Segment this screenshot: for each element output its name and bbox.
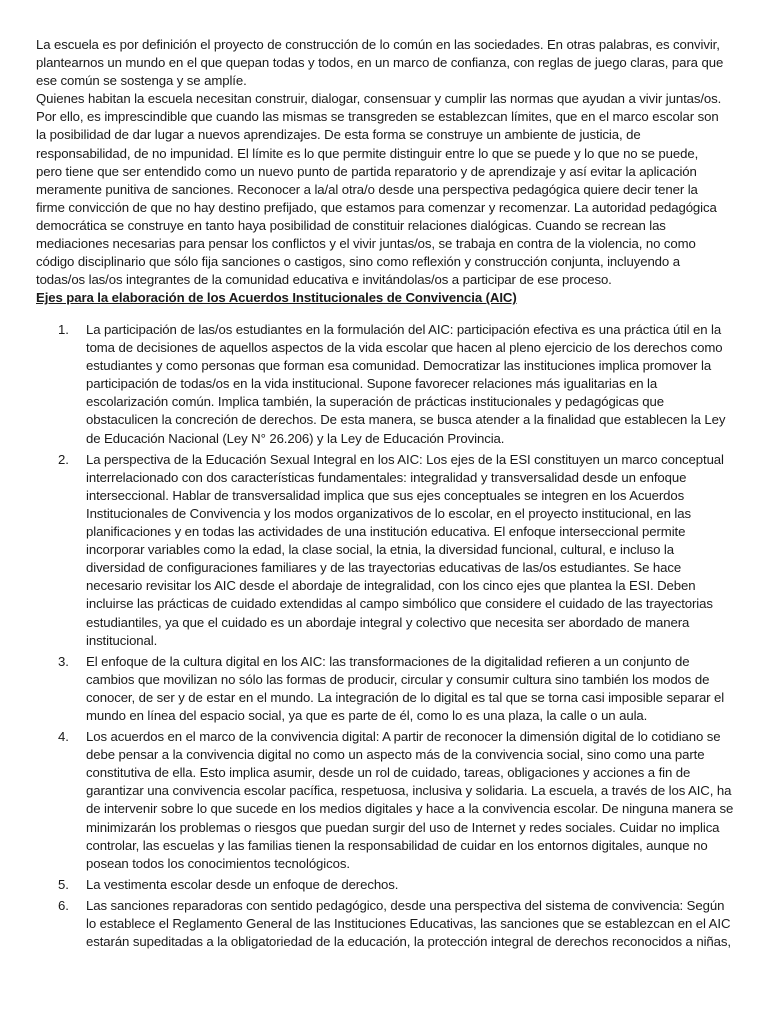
list-item-text: La vestimenta escolar desde un enfoque de derechos.: [86, 876, 399, 892]
list-item-number: 1.: [58, 322, 69, 337]
list-item-text: El enfoque de la cultura digital en los AIC: las transformaciones de la digitalidad refieren a un conjunto de cambios que movilizan no sólo las formas de producir, circular y consumir cultura sino también los modos de conocer, de ser y de estar en el mundo. La integración de lo digital es tal que se torna casi imposible separar el mundo en línea del espacio social, ya que es parte de él, como lo es una plaza, la calle o un aula.: [86, 653, 725, 723]
list-item: [36, 728, 736, 873]
list-item-number: 5.: [58, 876, 69, 892]
list-item-text: La participación de las/os estudiantes en la formulación del AIC: participación efectiva es una práctica útil en la toma de decisiones de aquellos aspectos de la vida escolar que hacen al pleno ejercicio de los derechos como estudiantes y como personas que forman esa comunidad. Democratizar las instituciones implica promover la participación de todas/os en la vida institucional. Supone favorecer relaciones más igualitarias en la escolarización común. Implica también, la superación de prácticas institucionales y pedagógicas que obstaculicen la concreción de derechos. De esta manera, se busca atender a la finalidad que establecen la Ley de Educación Nacional (Ley N° 26.206) y la Ley de Educación Provincia.: [86, 322, 726, 446]
list-item-number: 2.: [58, 451, 69, 467]
list-item-text: Las sanciones reparadoras con sentido pedagógico, desde una perspectiva del sistema de convivencia: Según lo establece el Reglamento General de las Instituciones Educativas, las sanciones que se establezcan en el AIC estarán supeditadas a la obligatoriedad de la educación, la protección integral de derechos reconocidos a niñas,: [86, 897, 731, 950]
list-item-text: Los acuerdos en el marco de la convivencia digital: A partir de reconocer la dimensión digital de lo cotidiano se debe pensar a la convivencia digital no como un aspecto más de la convivencia social, sino como una parte constitutiva de ella. Esto implica asumir, desde un rol de cuidado, tareas, obligaciones y acciones a fin de garantizar una convivencia escolar pacífica, respetuosa, inclusiva y solidaria. La escuela, a través de los AIC, ha de intervenir sobre lo que sucede en los medios digitales y hace a la convivencia escolar. De ninguna manera se minimizarán los problemas o riesgos que puedan surgir del uso de Internet y redes sociales. Cuidar no implica controlar, las escuelas y las familias tienen la responsabilidad de cuidar en los entornos digitales, aunque no posean todos los conocimientos tecnológicos.: [86, 729, 734, 871]
list-item: [36, 321, 736, 448]
list-item: [36, 451, 736, 650]
intro-paragraph-2: Quienes habitan la escuela necesitan construir, dialogar, consensuar y cumplir las normas que ayudan a vivir juntas/os. Por ello, es imprescindible que cuando las mismas se transgreden se establezcan límites, que en el marco escolar son la posibilidad de dar lugar a nuevos aprendizajes. De esta forma se construye un ambiente de justicia, de responsabilidad, de no impunidad. El límite es lo que permite distinguir entre lo que se puede y lo que no se puede, pero tiene que ser entendido como un nuevo punto de partida reparatorio y de aprendizaje y así evitar la aplicación meramente punitiva de sanciones. Reconocer a la/al otra/o desde una perspectiva pedagógica quiere decir tener la firme convicción de que no hay destino prefijado, que estamos para comenzar y recomenzar. La autoridad pedagógica democrática se construye en tanto haya posibilidad de constituir relaciones dialógicas. Cuando se recrean las mediaciones necesarias para pensar los conflictos y el vivir juntas/os, se trabaja en contra de la violencia, no como código disciplinario que sólo fija sanciones o castigos, sino como reflexión y construcción conjunta, incluyendo a todas/os las/os integrantes de la comunidad educativa e invitándolas/os a participar de ese proceso.: [36, 91, 722, 288]
section-heading: Ejes para la elaboración de los Acuerdos Institucionales de Convivencia (AIC): [36, 290, 517, 306]
list-item-number: 4.: [58, 729, 69, 745]
intro-paragraph-1: La escuela es por definición el proyecto de construcción de lo común en las sociedades. En otras palabras, es convivir, plantearnos un mundo en el que quepan todas y todos, en un marco de confianza, con reglas de juego claras, para que ese común se sostenga y se amplíe.: [36, 37, 724, 89]
list-item-number: 3.: [58, 653, 69, 669]
aic-axes-list: [36, 321, 736, 954]
list-item-number: 6.: [58, 897, 69, 913]
list-item: [36, 897, 736, 951]
list-item: [36, 653, 736, 725]
list-item-text: La perspectiva de la Educación Sexual Integral en los AIC: Los ejes de la ESI constituyen un marco conceptual interrelacionado con dos características fundamentales: integralidad y transversalidad desde un enfoque interseccional. Hablar de transversalidad implica que sus ejes conceptuales se integren en los Acuerdos Institucionales de Convivencia y los modos organizativos de lo escolar, en el proyecto institucional, en las planificaciones y en todas las actividades de una institución educativa. El enfoque interseccional permite incorporar variables como la edad, la clase social, la etnia, la diversidad funcional, cultural, e incluso la diversidad de configuraciones familiares y de las trayectorias educativas de las/os estudiantes. Se hace necesario revisitar los AIC desde el abordaje de integralidad, con los cinco ejes que plantea la ESI. Deben incluirse las prácticas de cuidado extendidas al campo simbólico que considere el cuidado de las trayectorias estudiantiles, ya que el cuidado es un abordaje integral y colectivo que necesita ser abordado de manera institucional.: [86, 451, 724, 648]
list-item: [36, 876, 736, 894]
intro-section: [36, 36, 726, 307]
